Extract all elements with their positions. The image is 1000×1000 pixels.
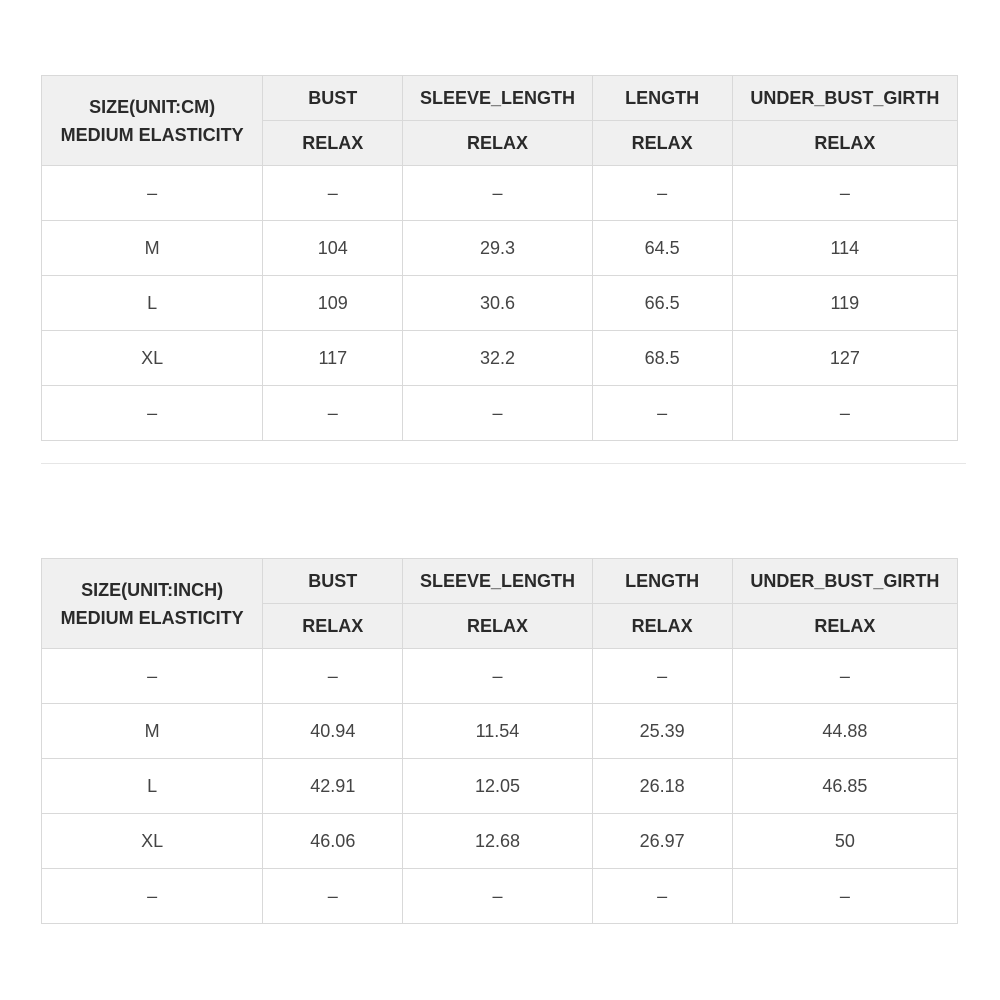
under-bust-girth-cell: 114 <box>732 221 957 276</box>
header-length: LENGTH <box>592 559 732 604</box>
bust-cell: – <box>263 386 403 441</box>
length-cell: – <box>592 166 732 221</box>
subheader-relax: RELAX <box>592 121 732 166</box>
size-cell: L <box>42 276 263 331</box>
size-table-inch <box>41 558 958 924</box>
sleeve-length-cell: 12.05 <box>403 759 592 814</box>
length-cell: – <box>592 386 732 441</box>
table-row <box>42 386 958 441</box>
size-cell: – <box>42 386 263 441</box>
table-row <box>42 704 958 759</box>
length-cell: – <box>592 649 732 704</box>
size-cell: – <box>42 649 263 704</box>
size-corner-cell <box>42 76 263 166</box>
under-bust-girth-cell: – <box>732 386 957 441</box>
bust-cell: 40.94 <box>263 704 403 759</box>
size-table-cm <box>41 75 958 441</box>
header-row <box>42 559 958 604</box>
bust-cell: – <box>263 869 403 924</box>
subheader-relax: RELAX <box>403 604 592 649</box>
length-cell: – <box>592 869 732 924</box>
length-cell: 64.5 <box>592 221 732 276</box>
subheader-relax: RELAX <box>263 604 403 649</box>
size-corner-cell <box>42 559 263 649</box>
under-bust-girth-cell: – <box>732 649 957 704</box>
sleeve-length-cell: 29.3 <box>403 221 592 276</box>
size-cell: – <box>42 869 263 924</box>
size-cell: – <box>42 166 263 221</box>
length-cell: 26.97 <box>592 814 732 869</box>
sleeve-length-cell: – <box>403 386 592 441</box>
sleeve-length-cell: – <box>403 649 592 704</box>
header-bust: BUST <box>263 559 403 604</box>
header-under-bust-girth: UNDER_BUST_GIRTH <box>732 559 957 604</box>
header-length: LENGTH <box>592 76 732 121</box>
table-row <box>42 759 958 814</box>
table-row <box>42 814 958 869</box>
sleeve-length-cell: 12.68 <box>403 814 592 869</box>
sleeve-length-cell: – <box>403 869 592 924</box>
elasticity-label: MEDIUM ELASTICITY <box>60 607 244 628</box>
bust-cell: 46.06 <box>263 814 403 869</box>
unit-label: SIZE(UNIT:CM) <box>89 96 216 117</box>
bust-cell: 109 <box>263 276 403 331</box>
length-cell: 66.5 <box>592 276 732 331</box>
bust-cell: – <box>263 166 403 221</box>
sleeve-length-cell: 32.2 <box>403 331 592 386</box>
size-cell: M <box>42 704 263 759</box>
bust-cell: 117 <box>263 331 403 386</box>
size-cell: L <box>42 759 263 814</box>
size-cell: XL <box>42 814 263 869</box>
size-cell: XL <box>42 331 263 386</box>
header-bust: BUST <box>263 76 403 121</box>
header-sleeve-length: SLEEVE_LENGTH <box>403 76 592 121</box>
size-cell: M <box>42 221 263 276</box>
table-row <box>42 869 958 924</box>
under-bust-girth-cell: – <box>732 869 957 924</box>
under-bust-girth-cell: 44.88 <box>732 704 957 759</box>
under-bust-girth-cell: 119 <box>732 276 957 331</box>
table-row <box>42 276 958 331</box>
table-row <box>42 166 958 221</box>
length-cell: 26.18 <box>592 759 732 814</box>
under-bust-girth-cell: 46.85 <box>732 759 957 814</box>
sleeve-length-cell: – <box>403 166 592 221</box>
header-under-bust-girth: UNDER_BUST_GIRTH <box>732 76 957 121</box>
subheader-relax: RELAX <box>732 121 957 166</box>
unit-label: SIZE(UNIT:INCH) <box>81 579 224 600</box>
table-row <box>42 331 958 386</box>
table-row <box>42 649 958 704</box>
section-divider <box>41 463 966 464</box>
under-bust-girth-cell: 127 <box>732 331 957 386</box>
bust-cell: 42.91 <box>263 759 403 814</box>
under-bust-girth-cell: 50 <box>732 814 957 869</box>
subheader-relax: RELAX <box>592 604 732 649</box>
header-sleeve-length: SLEEVE_LENGTH <box>403 559 592 604</box>
header-row <box>42 76 958 121</box>
subheader-relax: RELAX <box>403 121 592 166</box>
elasticity-label: MEDIUM ELASTICITY <box>60 124 244 145</box>
table-row <box>42 221 958 276</box>
subheader-relax: RELAX <box>263 121 403 166</box>
subheader-relax: RELAX <box>732 604 957 649</box>
length-cell: 25.39 <box>592 704 732 759</box>
length-cell: 68.5 <box>592 331 732 386</box>
under-bust-girth-cell: – <box>732 166 957 221</box>
bust-cell: – <box>263 649 403 704</box>
sleeve-length-cell: 30.6 <box>403 276 592 331</box>
sleeve-length-cell: 11.54 <box>403 704 592 759</box>
bust-cell: 104 <box>263 221 403 276</box>
